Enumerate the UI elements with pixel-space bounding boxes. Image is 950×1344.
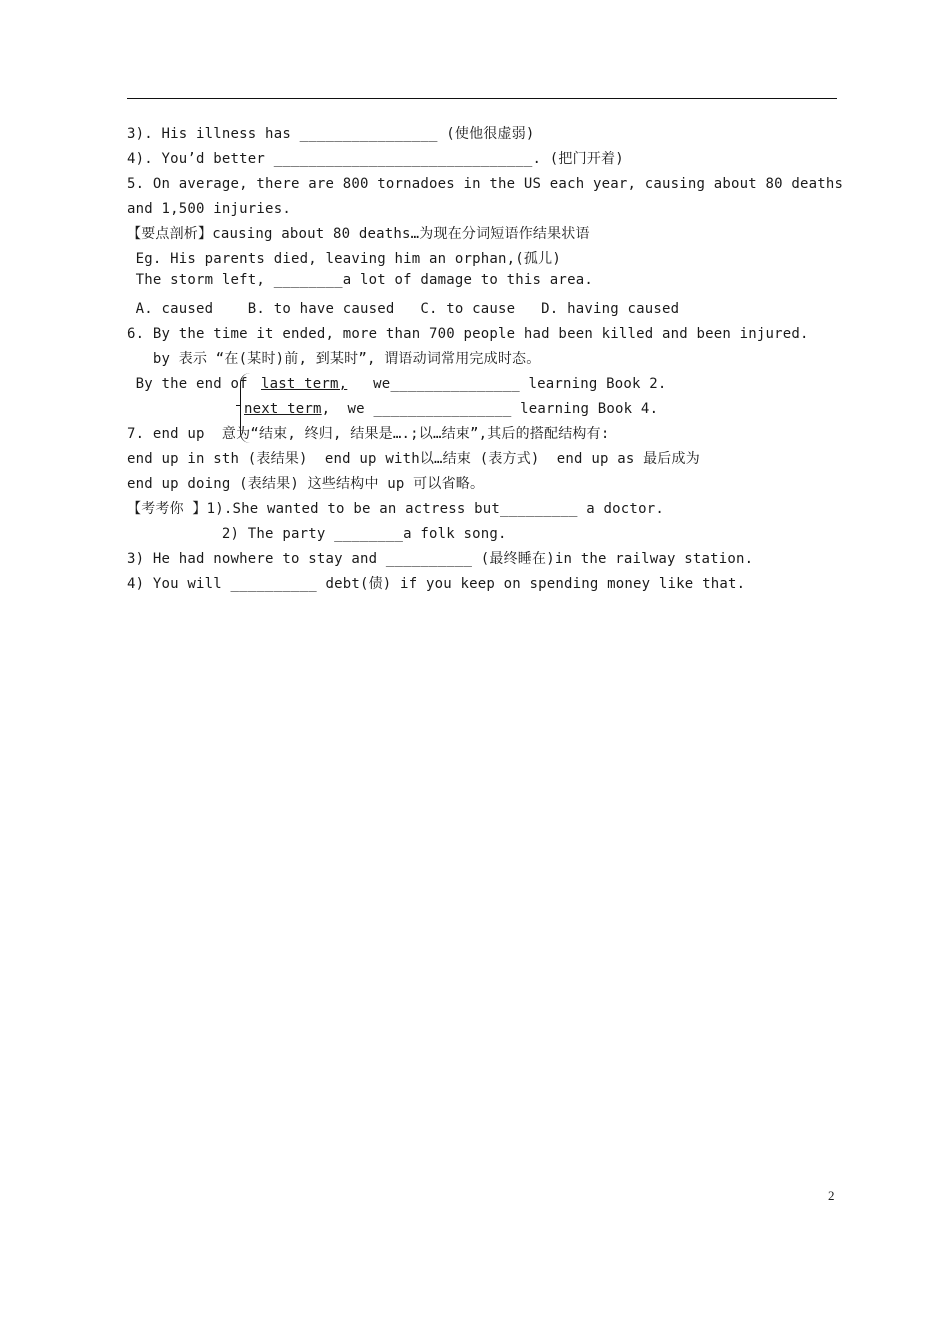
key-point-analysis: 【要点剖析】causing about 80 deaths…为现在分词短语作结果状语: [127, 226, 590, 242]
header-rule: [127, 98, 837, 99]
storm-question: The storm left, ________a lot of damage to this area.: [127, 272, 593, 288]
quiz-question-1: 【考考你 】1).She wanted to be an actress but_________ a doctor.: [127, 501, 664, 517]
next-term-text: next term: [244, 401, 322, 417]
exercise-line-4: 4). You’d better ______________________________. (把门开着): [127, 151, 624, 167]
item-6-sentence: 6. By the time it ended, more than 700 people had been killed and been injured.: [127, 326, 809, 342]
option-1-rest: we_______________ learning Book 2.: [347, 376, 667, 392]
example-sentence: Eg. His parents died, leaving him an orphan,(孤儿): [127, 251, 561, 267]
item-7-definition: 7. end up 意为“结束, 终归, 结果是….;以…结束”,其后的搭配结构有:: [127, 426, 610, 442]
last-term-text: last term,: [261, 376, 348, 392]
item-6-note: by 表示 “在(某时)前, 到某时”, 谓语动词常用完成时态。: [127, 351, 541, 367]
quiz-question-3: 3) He had nowhere to stay and __________ (最终睡在)in the railway station.: [127, 551, 754, 567]
by-end-option-1: [261, 375, 667, 393]
by-end-option-2: [244, 400, 658, 418]
item-7-structures: end up in sth (表结果) end up with以…结束 (表方式) end up as 最后成为: [127, 451, 700, 467]
item-5-line-1: 5. On average, there are 800 tornadoes in the US each year, causing about 80 deaths: [127, 176, 844, 192]
page-number: 2: [828, 1188, 835, 1203]
item-5-line-2: and 1,500 injuries.: [127, 201, 291, 217]
storm-options: A. caused B. to have caused C. to cause D. having caused: [127, 301, 680, 317]
quiz-question-4: 4) You will __________ debt(债) if you keep on spending money like that.: [127, 576, 746, 592]
option-2-rest: , we ________________ learning Book 4.: [321, 401, 659, 417]
item-7-note: end up doing (表结果) 这些结构中 up 可以省略。: [127, 476, 485, 492]
exercise-line-3: 3). His illness has ________________ (使他很虚弱): [127, 126, 535, 142]
quiz-question-2: 2) The party ________a folk song.: [127, 526, 507, 542]
by-end-of-label: By the end of: [127, 376, 248, 392]
